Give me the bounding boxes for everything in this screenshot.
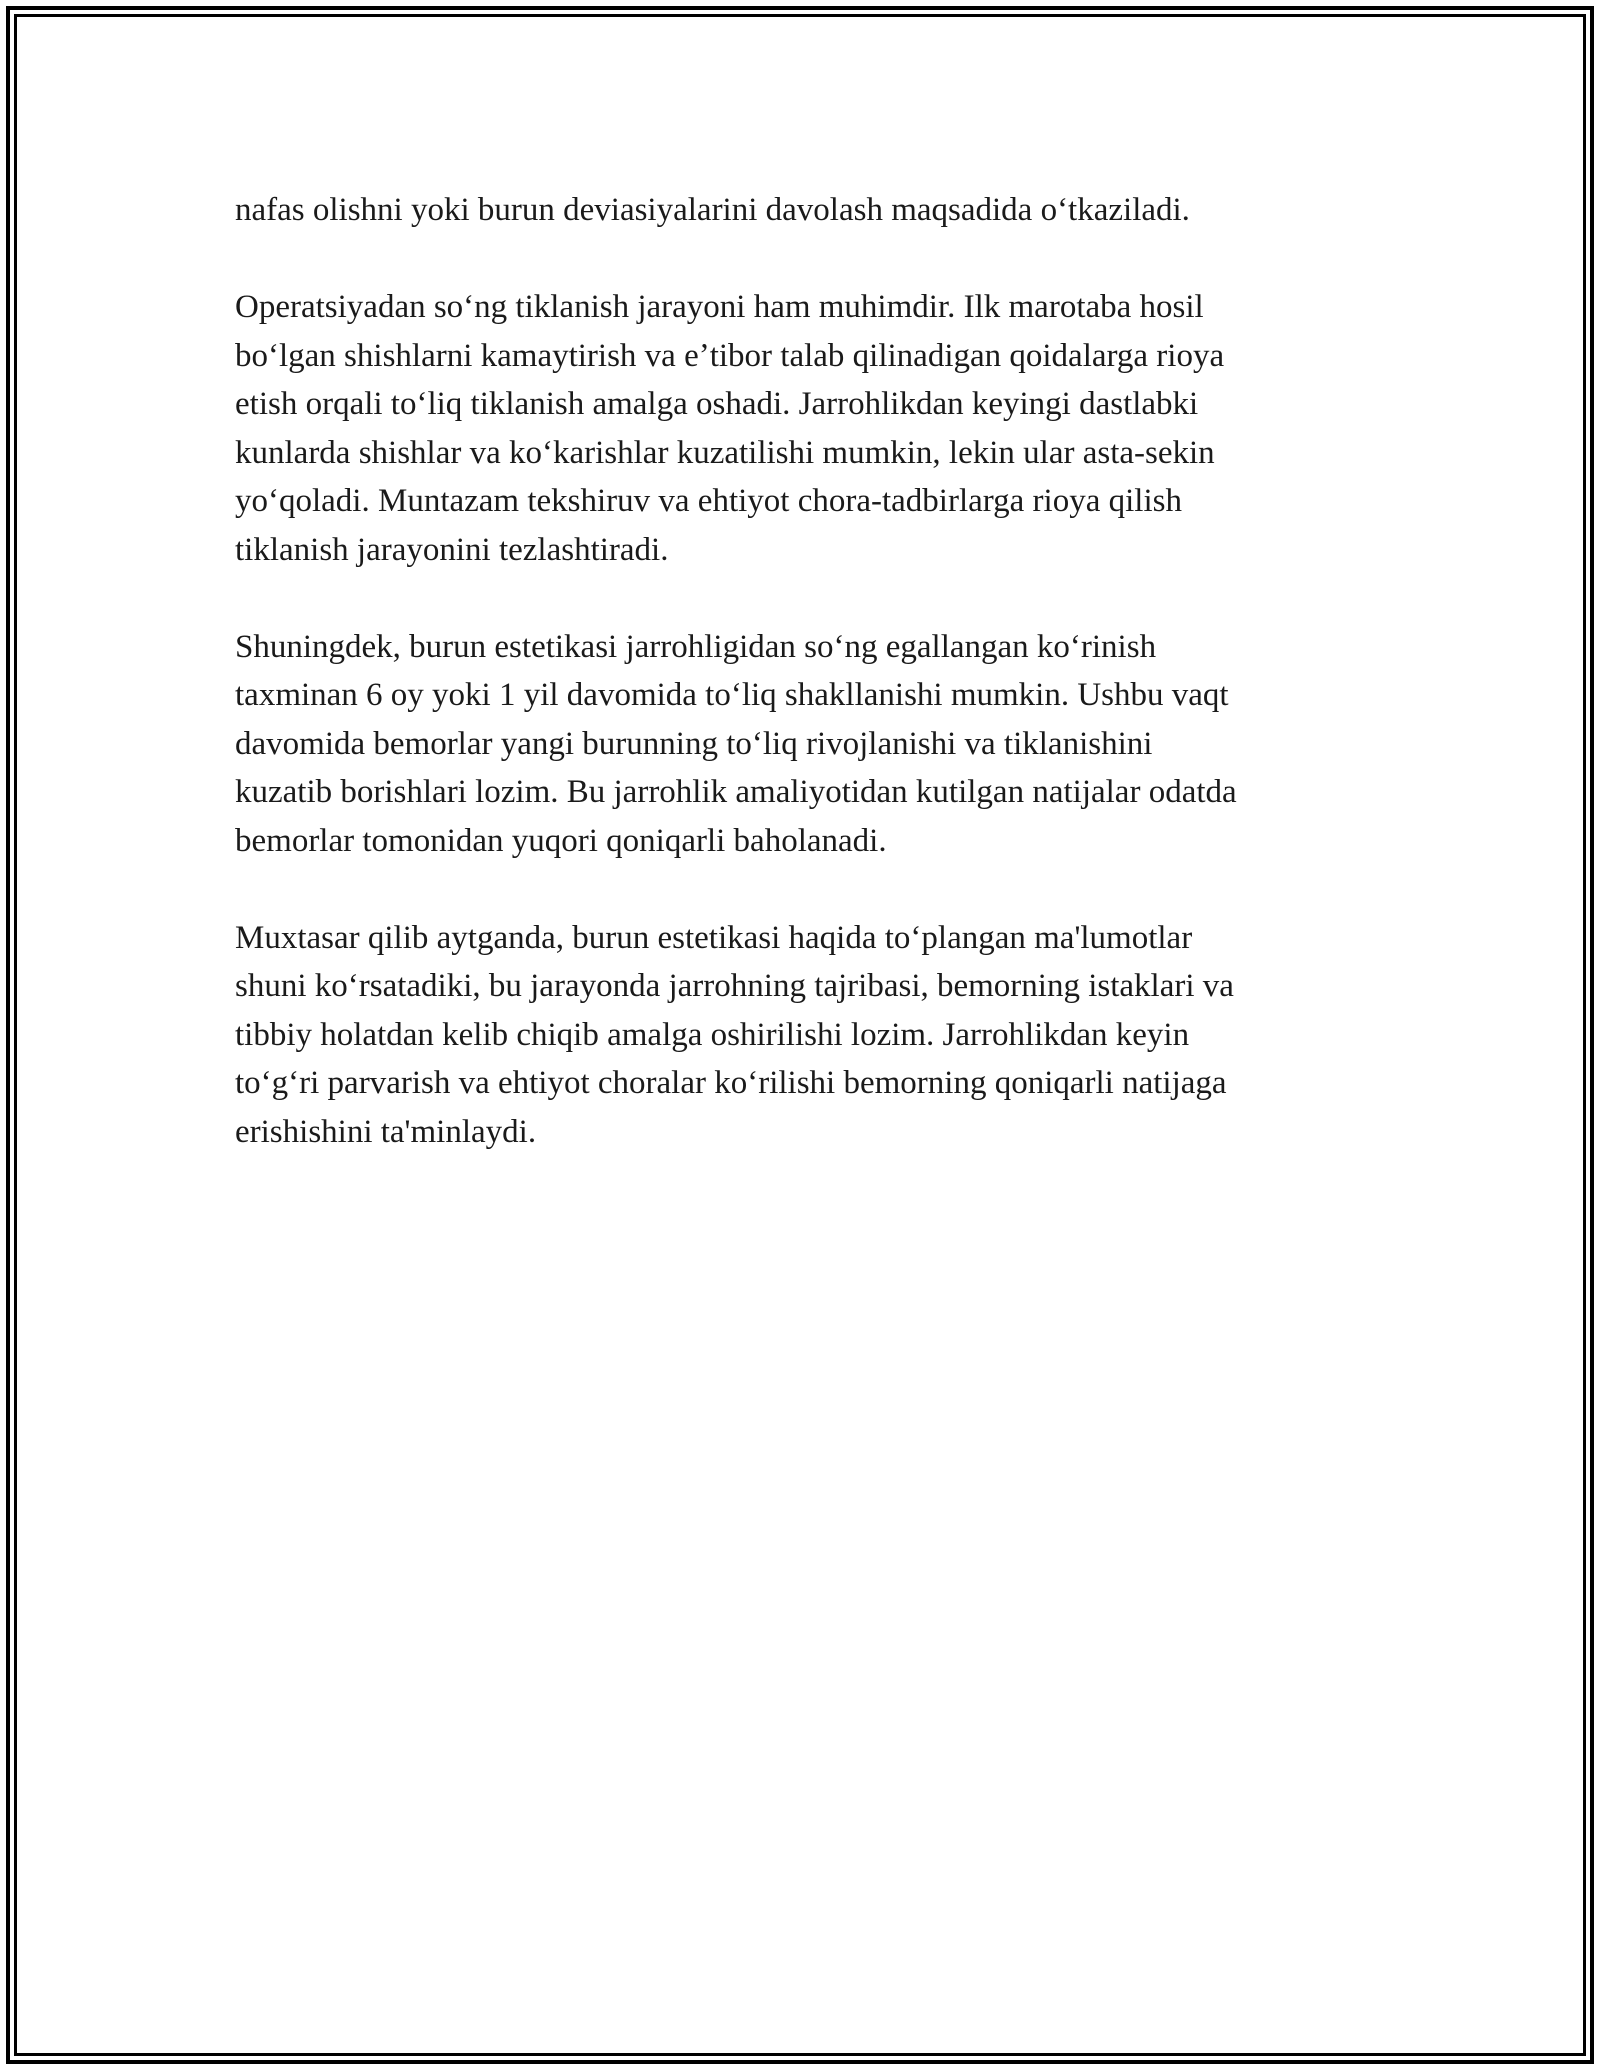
- document-body: [235, 186, 1365, 1205]
- text-line: bemorlar tomonidan yuqori qoniqarli baholanadi.: [235, 822, 887, 859]
- text-line: boʻlgan shishlarni kamaytirish va eʼtibor talab qilinadigan qoidalarga rioya: [235, 337, 1225, 374]
- text-line: davomida bemorlar yangi burunning toʻliq rivojlanishi va tiklanishini: [235, 725, 1153, 762]
- text-line: nafas olishni yoki burun deviasiyalarini davolash maqsadida oʻtkaziladi.: [235, 192, 1190, 228]
- text-line: etish orqali toʻliq tiklanish amalga oshadi. Jarrohlikdan keyingi dastlabki: [235, 386, 1199, 422]
- text-line: kuzatib borishlari lozim. Bu jarrohlik amaliyotidan kutilgan natijalar odatda: [235, 774, 1237, 810]
- text-line: tibbiy holatdan kelib chiqib amalga oshirilishi lozim. Jarrohlikdan keyin: [235, 1016, 1190, 1053]
- text-line: toʻgʻri parvarish va ehtiyot choralar koʻrilishi bemorning qoniqarli natijaga: [235, 1065, 1227, 1101]
- text-line: tiklanish jarayonini tezlashtiradi.: [235, 531, 669, 568]
- text-line: shuni koʻrsatadiki, bu jarayonda jarrohning tajribasi, bemorning istaklari va: [235, 968, 1234, 1004]
- text-line: taxminan 6 oy yoki 1 yil davomida toʻliq shakllanishi mumkin. Ushbu vaqt: [235, 677, 1229, 713]
- text-line: Operatsiyadan soʻng tiklanish jarayoni ham muhimdir. Ilk marotaba hosil: [235, 289, 1204, 325]
- text-line: erishishini ta'minlaydi.: [235, 1113, 537, 1150]
- text-line: Shuningdek, burun estetikasi jarrohligidan soʻng egallangan koʻrinish: [235, 628, 1157, 665]
- text-line: kunlarda shishlar va koʻkarishlar kuzatilishi mumkin, lekin ular asta-sekin: [235, 434, 1215, 471]
- paragraph-1: [235, 186, 1365, 235]
- paragraph-3: [235, 623, 1365, 866]
- paragraph-2: [235, 283, 1365, 574]
- text-line: Muxtasar qilib aytganda, burun estetikasi haqida toʻplangan ma'lumotlar: [235, 919, 1193, 956]
- paragraph-4: [235, 914, 1365, 1157]
- text-line: yoʻqoladi. Muntazam tekshiruv va ehtiyot chora-tadbirlarga rioya qilish: [235, 483, 1182, 519]
